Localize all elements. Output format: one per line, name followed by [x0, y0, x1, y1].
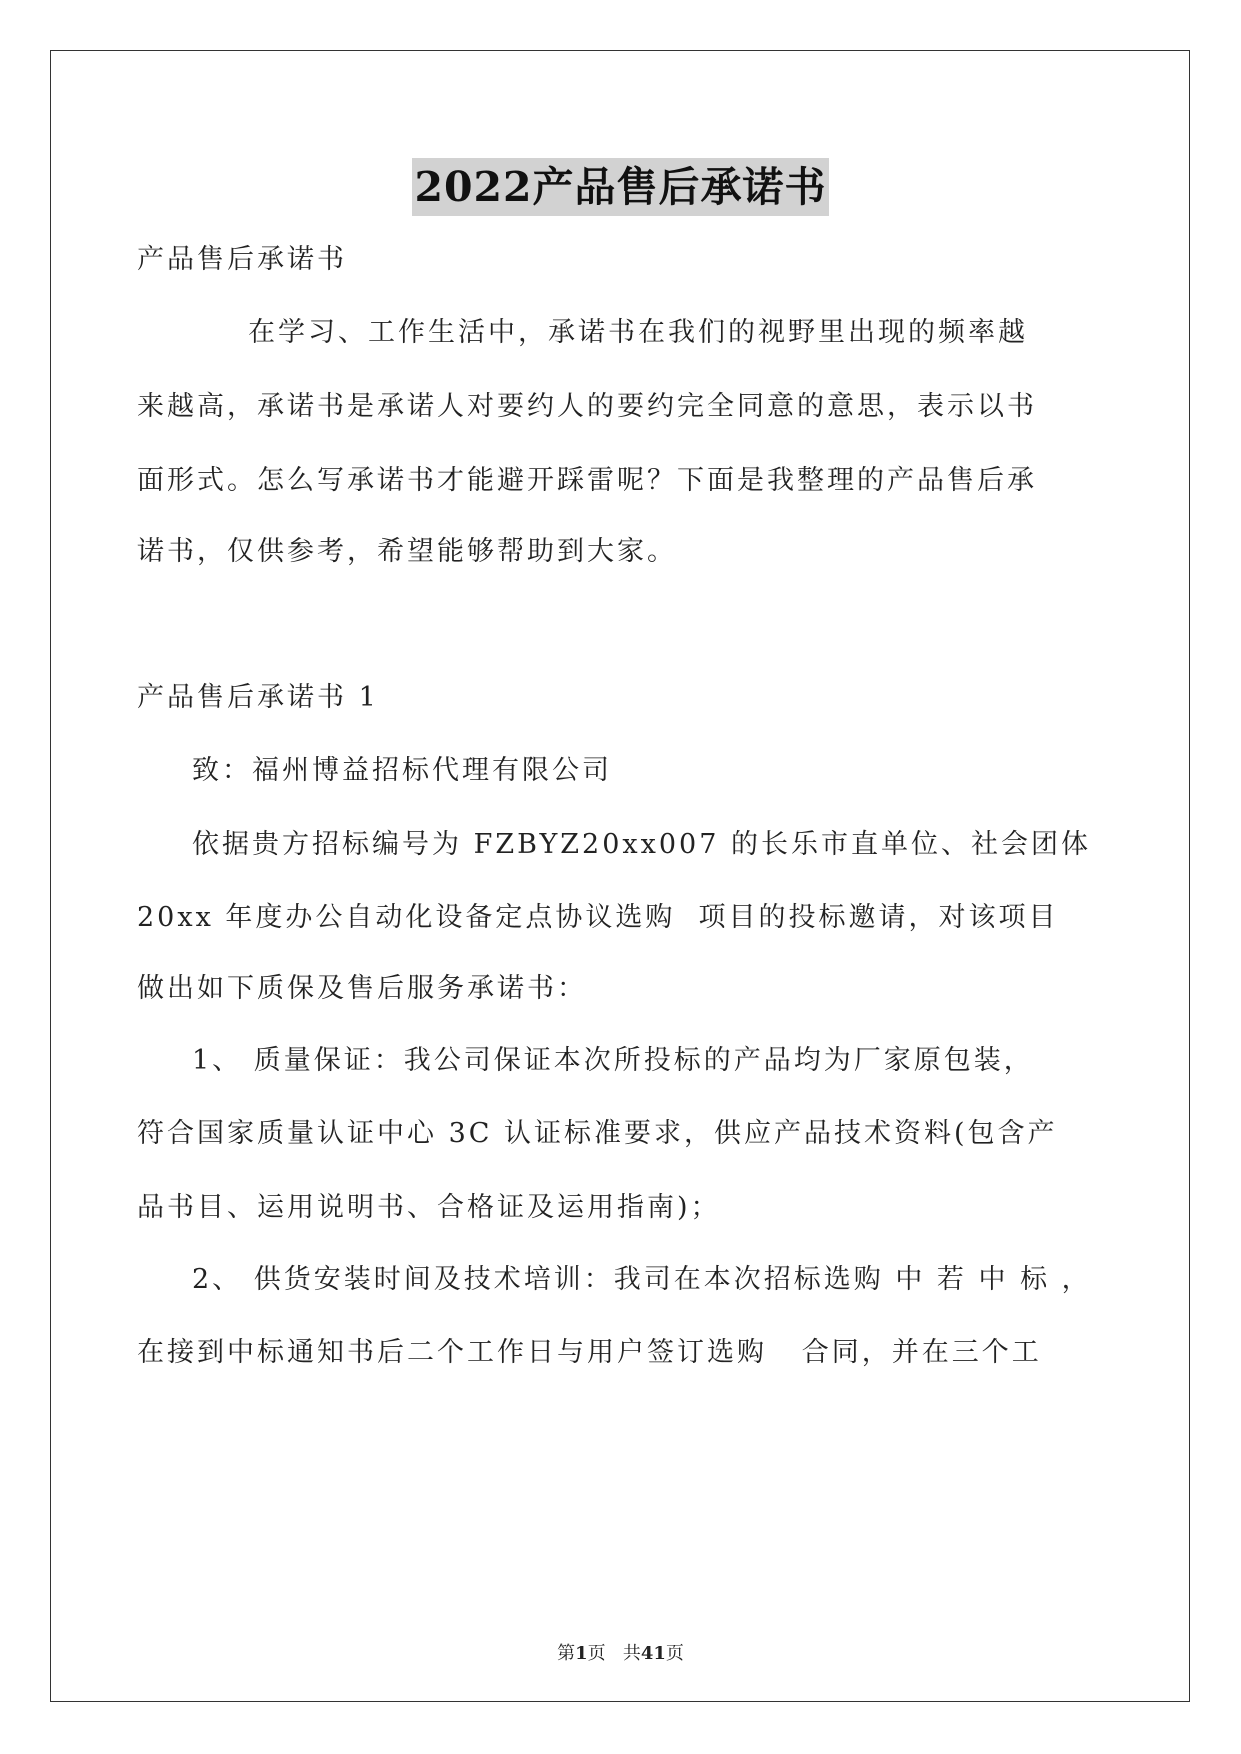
- page-suffix: 页: [587, 1643, 606, 1664]
- paragraph-line: 在接到中标通知书后二个工作日与用户签订选购 合同，并在三个工: [137, 1337, 1042, 1368]
- total-prefix: 共: [622, 1643, 641, 1664]
- page-border: [50, 50, 1190, 1702]
- section-heading: 产品售后承诺书: [137, 244, 347, 275]
- paragraph-line: 诺书，仅供参考，希望能够帮助到大家。: [137, 536, 677, 567]
- paragraph-line: 20xx 年度办公自动化设备定点协议选购 项目的投标邀请，对该项目: [137, 902, 1059, 933]
- title-container: [0, 158, 1241, 216]
- total-pages: 41: [640, 1643, 666, 1664]
- paragraph-line: 做出如下质保及售后服务承诺书：: [137, 973, 587, 1004]
- addressee-line: 致：福州博益招标代理有限公司: [192, 755, 612, 786]
- section-heading: 产品售后承诺书 1: [137, 682, 379, 713]
- page-number: 1: [575, 1643, 588, 1664]
- total-suffix: 页: [665, 1643, 684, 1664]
- document-title: 2022产品售后承诺书: [412, 158, 828, 216]
- page-footer: [0, 1642, 1241, 1666]
- paragraph-line: 品书目、运用说明书、合格证及运用指南)；: [137, 1192, 721, 1223]
- page-prefix: 第: [557, 1643, 576, 1664]
- paragraph-line: 在学习、工作生活中，承诺书在我们的视野里出现的频率越: [248, 317, 1028, 348]
- list-item-line: 1、 质量保证：我公司保证本次所投标的产品均为厂家原包装，: [192, 1045, 1034, 1076]
- paragraph-line: 符合国家质量认证中心 3C 认证标准要求，供应产品技术资料(包含产: [137, 1118, 1058, 1149]
- paragraph-line: 依据贵方招标编号为 FZBYZ20xx007 的长乐市直单位、社会团体: [192, 829, 1091, 860]
- paragraph-line: 来越高，承诺书是承诺人对要约人的要约完全同意的意思，表示以书: [137, 391, 1037, 422]
- list-item-line: 2、 供货安装时间及技术培训：我司在本次招标选购 中 若 中 标 ，: [192, 1264, 1092, 1295]
- paragraph-line: 面形式。怎么写承诺书才能避开踩雷呢？下面是我整理的产品售后承: [137, 465, 1037, 496]
